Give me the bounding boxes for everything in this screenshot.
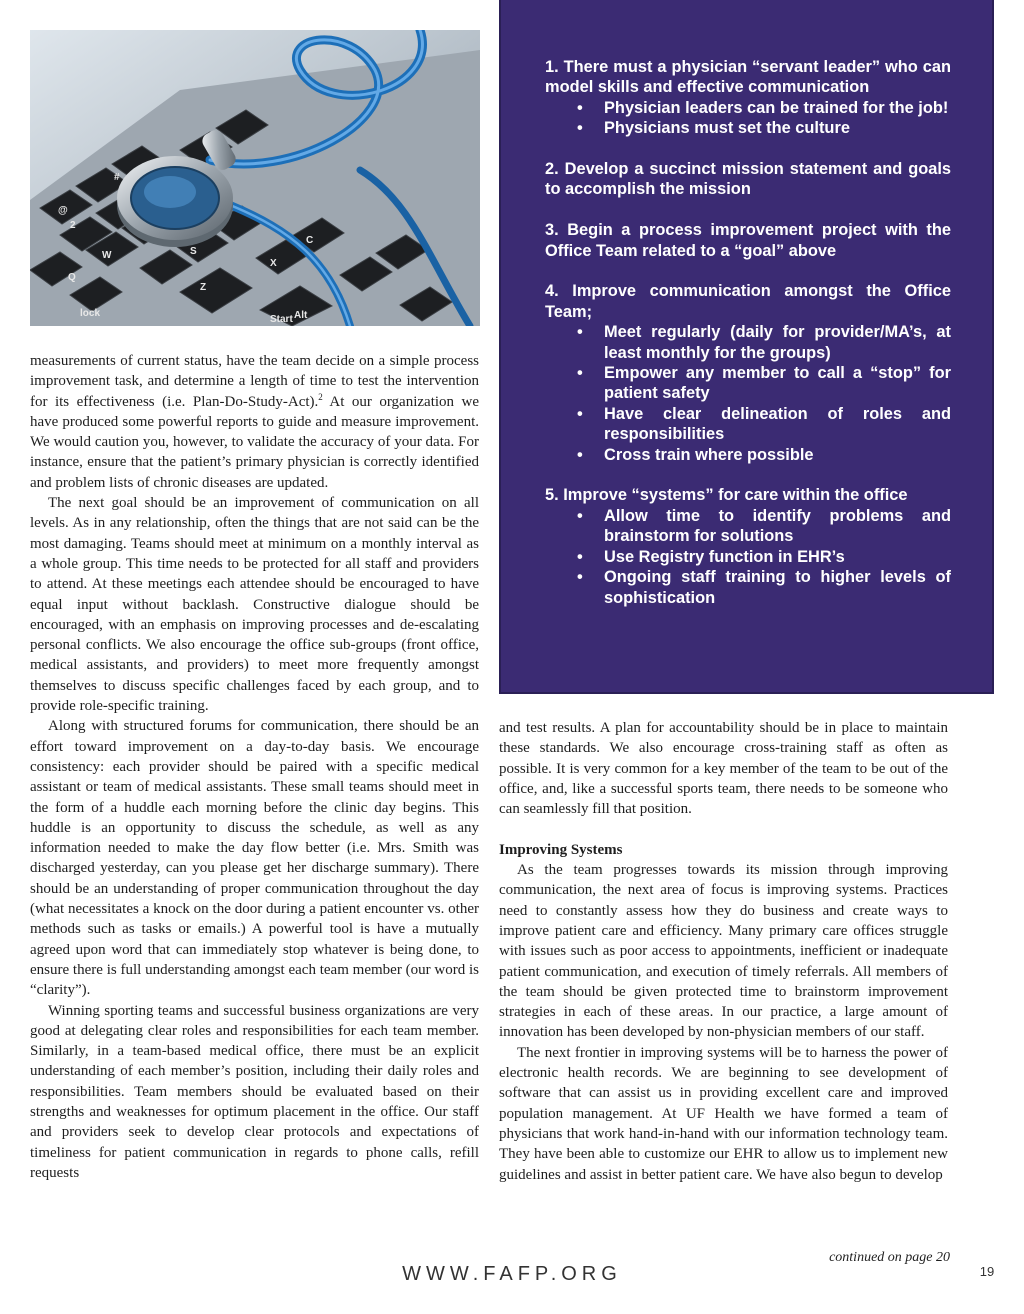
key-point-bullet: • Cross train where possible	[577, 445, 814, 464]
right-column	[499, 718, 948, 1185]
key-point-lead: 5. Improve “systems” for care within the office	[545, 486, 908, 505]
key-point-1	[545, 57, 951, 139]
bullet-icon: •	[577, 547, 583, 566]
bullet-icon: •	[577, 323, 583, 342]
key-point-5	[545, 485, 951, 607]
paragraph: As the team progresses towards its mission through improving communication, the next area of focus is improving systems. Practices need to constantly assess how they do business and create ways to improve patient care and efficiency. Many primary care offices struggle with issues such as poor access to appointments, inefficient or inadequate patient communication, and execution of timely referrals. All members of the team should be given protected time to brainstorm improvement strategies in each of these areas. In our practice, a large amount of innovation has been developed by non-physician members of our staff.	[499, 862, 948, 1041]
paragraph: The next frontier in improving systems will be to harness the power of electronic health records. We are beginning to see development of software that can assist us in providing excellent care and improved population management. At UF Health we have formed a team of physicians that work hand-in-hand with our information technology team. They have been able to customize our EHR to allow us to implement new guidelines and assist in better patient care. We have also begun to develop	[499, 1044, 948, 1183]
bullet-icon: •	[577, 119, 583, 138]
key-label: C	[306, 235, 314, 246]
key-point-bullet: • Use Registry function in EHR’s	[577, 547, 845, 566]
bullet-icon: •	[577, 445, 583, 464]
key-point-lead: 4. Improve communication amongst the Office Team;	[545, 282, 951, 321]
key-point-bullet: • Ongoing staff training to higher levels of sophistication	[577, 568, 951, 607]
key-label: #	[114, 172, 120, 183]
photo-illustration	[30, 30, 480, 326]
key-label: Z	[200, 282, 207, 293]
left-column	[30, 351, 479, 1183]
key-label: W	[102, 250, 112, 261]
bullet-icon: •	[577, 98, 583, 117]
key-label: Alt	[294, 310, 308, 321]
key-point-lead: 3. Begin a process improvement project with the Office Team related to a “goal” above	[545, 221, 951, 260]
bullet-icon: •	[577, 364, 583, 383]
key-point-3	[545, 220, 951, 261]
key-point-bullet: • Physician leaders can be trained for the job!	[577, 98, 949, 117]
bullet-icon: •	[577, 506, 583, 525]
key-point-lead: 1. There must a physician “servant leader” who can model skills and effective communication	[545, 58, 951, 97]
continued-note: continued on page 20	[829, 1250, 950, 1265]
paragraph: measurements of current status, have the team decide on a simple process improvement task, and determine a length of time to test the intervention for its effectiveness (i.e. Plan-Do-Study-Act).$^2$ At our organization we have produced some powerful reports to guide and measure improvement. We would caution you, however, to validate the accuracy of your data. For instance, ensure that the patient’s primary physician is correctly identified and problem lists of chronic diseases are updated.	[30, 353, 479, 491]
key-points-list	[545, 57, 951, 628]
paragraph: and test results. A plan for accountability should be in place to maintain these standards. We also encourage cross-training staff as often as possible. It is very common for a key member of the team to be out of the office, and, like a successful sports team, there needs to be someone who can seamlessly fill that position.	[499, 720, 948, 818]
key-point-bullet: • Meet regularly (daily for provider/MA’s, at least monthly for the groups)	[577, 323, 951, 362]
page-number: 19	[979, 1264, 995, 1279]
key-points-box	[499, 0, 994, 694]
key-point-4	[545, 281, 951, 465]
key-point-lead: 2. Develop a succinct mission statement and goals to accomplish the mission	[545, 160, 951, 199]
stethoscope-keyboard-photo	[30, 30, 480, 326]
footer-url-link[interactable]: WWW.FAFP.ORG	[402, 1263, 622, 1285]
key-point-2	[545, 159, 951, 200]
key-label: 2	[70, 220, 76, 231]
bullet-icon: •	[577, 568, 583, 587]
section-heading: Improving Systems	[499, 841, 623, 858]
key-label: @	[58, 205, 68, 216]
paragraph: Winning sporting teams and successful business organizations are very good at delegating clear roles and responsibilities for each team member. Similarly, in a team-based medical office, there must be an explicit understanding of each member’s position, including their daily roles and responsibilities. Team members should be evaluated based on their strengths and weaknesses for optimum placement in the office. Our staff and providers seek to develop clear protocols and expectations of timeliness for patient communication in regards to phone calls, refill requests	[30, 1002, 479, 1181]
footnote-ref: 2	[318, 391, 323, 402]
key-point-bullet: • Empower any member to call a “stop” for patient safety	[577, 364, 951, 403]
bullet-icon: •	[577, 404, 583, 423]
key-label: S	[190, 246, 197, 257]
key-label: X	[270, 258, 277, 269]
key-label: Start	[270, 314, 293, 325]
key-label: lock	[80, 308, 101, 319]
key-label: Q	[68, 272, 76, 283]
key-point-bullet: • Physicians must set the culture	[577, 119, 850, 138]
paragraph: Along with structured forums for communication, there should be an effort toward improvement on a day-to-day basis. We encourage consistency: each provider should be paired with a specific medical assistant or team of medical assistants. These small teams should meet in the form of a huddle each morning before the clinic day begins. This huddle is an opportunity to discuss the schedule, as well as any information needed to make the day flow better (i.e. Mrs. Smith was discharged yesterday, can you please get her discharge summary). There should be an understanding of proper communication throughout the day (what necessitates a knock on the door during a patient encounter vs. other methods such as tasks or emails.) A powerful tool is have a mutually agreed upon word that can immediately stop whatever is being done, to ensure there is full understanding amongst each team member (our word is “clarity”).	[30, 718, 479, 999]
key-point-bullet: • Allow time to identify problems and brainstorm for solutions	[577, 506, 951, 546]
paragraph: The next goal should be an improvement of communication on all levels. As in any relationship, often the things that are not said can be the most damaging. Teams should meet at minimum on a monthly interval as a whole group. This time needs to be protected for all staff and providers to attend. At these meetings each attendee should be encouraged to have equal input without backlash. Constructive dialogue should be encouraged, with an emphasis on improving processes and de-escalating personal conflicts. We also encourage the office sub-groups (front office, medical assistants, and providers) to meet more frequently amongst themselves to discuss specific challenges faced by each group, and to provide role-specific training.	[30, 495, 479, 715]
key-point-bullet: • Have clear delineation of roles and responsibilities	[577, 404, 951, 444]
